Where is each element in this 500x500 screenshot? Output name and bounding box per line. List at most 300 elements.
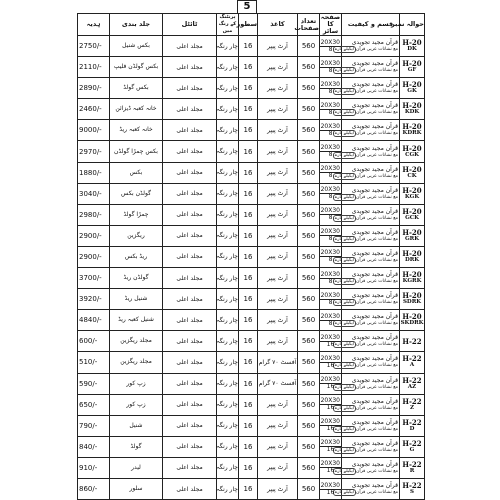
product-code-suffix: KGK xyxy=(404,193,420,200)
header-print: پرنٹنگ کے رنگ میں xyxy=(217,14,239,36)
description-middle-top: مع نشانات xyxy=(378,342,398,348)
description-middle xyxy=(356,490,398,495)
print-colors: چار رنگہ xyxy=(217,99,239,120)
description-middle-top: مع نشانات xyxy=(378,152,398,158)
line-count: 16 xyxy=(239,141,258,162)
product-code xyxy=(400,478,425,499)
line-count: 16 xyxy=(239,268,258,289)
product-code-main: H-20 xyxy=(402,101,422,111)
description-title: قرآن مجید تجویدی xyxy=(351,292,398,300)
description-title: قرآن مجید تجویدی xyxy=(351,249,398,257)
product-code-suffix: KDK xyxy=(404,109,420,116)
page-size-top: 20X30 xyxy=(320,249,340,257)
binding-type: گولڈن ریڈ xyxy=(110,268,163,289)
page-size-bottom: 8 xyxy=(328,87,333,95)
page-size-top: 20X30 xyxy=(320,376,340,384)
description-middle-bottom: عربی قرآن xyxy=(356,468,377,474)
description-box: ایکیلے پارے xyxy=(334,363,355,369)
page-count: 560 xyxy=(298,204,320,225)
description-middle xyxy=(356,237,398,242)
price: 790/- xyxy=(78,415,110,436)
product-description xyxy=(334,57,400,78)
description-middle xyxy=(356,279,398,284)
description-box: ایکیلے پارے xyxy=(334,384,355,390)
product-code xyxy=(400,204,425,225)
product-code-suffix: Z xyxy=(409,404,414,411)
description-box: ایکیلے پارے xyxy=(334,173,355,179)
print-colors: چار رنگہ xyxy=(217,289,239,310)
line-count: 16 xyxy=(239,57,258,78)
product-description xyxy=(334,478,400,499)
description-middle-top: مع نشانات xyxy=(378,300,398,306)
price: 2890/- xyxy=(78,78,110,99)
page-size-top: 20X30 xyxy=(320,122,340,130)
product-code-main: H-22 xyxy=(402,417,422,427)
cover-type: مجلد اعلی xyxy=(163,225,217,246)
cover-type: مجلد اعلی xyxy=(163,478,217,499)
cover-type: مجلد اعلی xyxy=(163,352,217,373)
print-colors: چار رنگہ xyxy=(217,225,239,246)
line-count: 16 xyxy=(239,225,258,246)
price: 2980/- xyxy=(78,204,110,225)
page-count: 560 xyxy=(298,99,320,120)
product-description xyxy=(334,394,400,415)
page-size xyxy=(320,225,342,246)
product-code xyxy=(400,415,425,436)
binding-type: بکس چمڑا گولڈن xyxy=(110,141,163,162)
description-middle-bottom: عربی قرآن xyxy=(356,257,377,263)
product-code-main: H-20 xyxy=(402,38,422,48)
product-code-suffix: GRK xyxy=(404,235,420,242)
product-code xyxy=(400,373,425,394)
product-code xyxy=(400,457,425,478)
binding-type: شنیل کعبہ ریڈ xyxy=(110,310,163,331)
price: 2750/- xyxy=(78,36,110,57)
description-middle-bottom: عربی قرآن xyxy=(356,68,377,74)
price: 2970/- xyxy=(78,141,110,162)
price: 510/- xyxy=(78,352,110,373)
product-description xyxy=(334,120,400,141)
price-table xyxy=(77,13,425,500)
table-row xyxy=(78,331,425,352)
paper-type: آرٹ پیپر xyxy=(258,289,298,310)
page-size-top: 20X30 xyxy=(320,418,340,426)
product-code-suffix: DRK xyxy=(404,256,420,263)
page-size xyxy=(320,183,342,204)
description-middle-bottom: عربی قرآن xyxy=(356,236,377,242)
product-code-main: H-22 xyxy=(402,396,422,406)
description-middle-bottom: عربی قرآن xyxy=(356,342,377,348)
description-title: قرآن مجید تجویدی xyxy=(351,271,398,279)
product-code-suffix: GK xyxy=(407,88,417,95)
page-count: 560 xyxy=(298,478,320,499)
page-count: 560 xyxy=(298,415,320,436)
table-row xyxy=(78,246,425,267)
page-count: 560 xyxy=(298,162,320,183)
table-row xyxy=(78,436,425,457)
line-count: 16 xyxy=(239,310,258,331)
table-row xyxy=(78,183,425,204)
description-title: قرآن مجید تجویدی xyxy=(351,334,398,342)
binding-type: لیدر xyxy=(110,457,163,478)
product-description xyxy=(334,78,400,99)
print-colors: چار رنگہ xyxy=(217,310,239,331)
description-middle xyxy=(356,153,398,158)
description-middle-bottom: عربی قرآن xyxy=(356,447,377,453)
binding-type: شنیل xyxy=(110,415,163,436)
page-size xyxy=(320,246,342,267)
binding-type: ریگزین xyxy=(110,225,163,246)
paper-type: آرٹ پیپر xyxy=(258,225,298,246)
cover-type: مجلد اعلی xyxy=(163,183,217,204)
paper-type: آرٹ پیپر xyxy=(258,120,298,141)
page-size-bottom: 8 xyxy=(328,151,333,159)
line-count: 16 xyxy=(239,162,258,183)
product-description xyxy=(334,352,400,373)
page-count: 560 xyxy=(298,310,320,331)
header-pages: تعداد صفحات xyxy=(298,14,320,36)
table-row xyxy=(78,478,425,499)
page-size xyxy=(320,331,342,352)
description-middle xyxy=(356,195,398,200)
description-box: ایکیلے پارے xyxy=(334,89,355,95)
paper-type: آرٹ پیپر xyxy=(258,310,298,331)
product-code-suffix: S xyxy=(410,489,414,496)
description-middle-top: مع نشانات xyxy=(378,468,398,474)
product-code-main: H-20 xyxy=(402,270,422,280)
page-size-top: 20X30 xyxy=(320,228,340,236)
description-middle xyxy=(356,427,398,432)
line-count: 16 xyxy=(239,183,258,204)
page-count: 560 xyxy=(298,120,320,141)
binding-type: شنیل ریڈ xyxy=(110,289,163,310)
description-middle-top: مع نشانات xyxy=(378,490,398,496)
paper-type: آرٹ پیپر xyxy=(258,478,298,499)
cover-type: مجلد اعلی xyxy=(163,415,217,436)
cover-type: مجلد اعلی xyxy=(163,78,217,99)
page-size-bottom: 8 xyxy=(328,172,333,180)
page-size-bottom: 8 xyxy=(328,129,333,137)
paper-type: آرٹ پیپر xyxy=(258,268,298,289)
print-colors: چار رنگہ xyxy=(217,120,239,141)
product-code-suffix: CGK xyxy=(405,151,419,158)
description-box: ایکیلے پارے xyxy=(334,342,355,348)
description-title: قرآن مجید تجویدی xyxy=(351,39,398,47)
description-middle-bottom: عربی قرآن xyxy=(356,173,377,179)
page-size-top: 20X30 xyxy=(320,59,340,67)
description-middle-bottom: عربی قرآن xyxy=(356,363,377,369)
page-size xyxy=(320,310,342,331)
page-size-top: 20X30 xyxy=(320,165,340,173)
page-size xyxy=(320,36,342,57)
description-middle-top: مع نشانات xyxy=(378,89,398,95)
description-middle xyxy=(356,342,398,347)
page-size xyxy=(320,204,342,225)
binding-type: بکس xyxy=(110,162,163,183)
line-count: 16 xyxy=(239,478,258,499)
description-middle xyxy=(356,47,398,52)
line-count: 16 xyxy=(239,415,258,436)
description-box: ایکیلے پارے xyxy=(334,426,355,432)
product-code xyxy=(400,183,425,204)
page-size-top: 20X30 xyxy=(320,80,340,88)
paper-type: آرٹ پیپر xyxy=(258,141,298,162)
table-row xyxy=(78,57,425,78)
price: 2900/- xyxy=(78,225,110,246)
print-colors: چار رنگہ xyxy=(217,78,239,99)
cover-type: مجلد اعلی xyxy=(163,289,217,310)
page-size-bottom: 16 xyxy=(326,361,335,369)
cover-type: مجلد اعلی xyxy=(163,268,217,289)
page-count: 560 xyxy=(298,436,320,457)
print-colors: چار رنگہ xyxy=(217,415,239,436)
page-size-top: 20X30 xyxy=(320,101,340,109)
description-title: قرآن مجید تجویدی xyxy=(351,60,398,68)
page-number: 5 xyxy=(237,0,257,14)
table-row xyxy=(78,415,425,436)
page-size-top: 20X30 xyxy=(320,397,340,405)
description-title: قرآن مجید تجویدی xyxy=(351,207,398,215)
page-size-bottom: 16 xyxy=(326,383,335,391)
product-code-suffix: G xyxy=(409,446,415,453)
description-middle-bottom: عربی قرآن xyxy=(356,131,377,137)
description-box: ایکیلے پارے xyxy=(334,152,355,158)
header-price: ہدیہ xyxy=(78,14,110,36)
table-row xyxy=(78,373,425,394)
page-count: 560 xyxy=(298,352,320,373)
price: 2460/- xyxy=(78,99,110,120)
binding-type: بکس گولڈن فلیپ xyxy=(110,57,163,78)
page-count: 560 xyxy=(298,78,320,99)
description-middle xyxy=(356,68,398,73)
product-code xyxy=(400,162,425,183)
price: 2110/- xyxy=(78,57,110,78)
paper-type: آرٹ پیپر xyxy=(258,99,298,120)
page-size-bottom: 8 xyxy=(328,214,333,222)
description-title: قرآن مجید تجویدی xyxy=(351,397,398,405)
paper-type: آفسٹ ۷۰ گرام xyxy=(258,352,298,373)
print-colors: چار رنگہ xyxy=(217,57,239,78)
product-description xyxy=(334,331,400,352)
table-row xyxy=(78,36,425,57)
paper-type: آفسٹ ۷۰ گرام xyxy=(258,373,298,394)
product-code xyxy=(400,310,425,331)
print-colors: چار رنگہ xyxy=(217,457,239,478)
description-box: ایکیلے پارے xyxy=(334,321,355,327)
product-code xyxy=(400,225,425,246)
page-size xyxy=(320,141,342,162)
binding-type: ریڈ بکس xyxy=(110,246,163,267)
description-title: قرآن مجید تجویدی xyxy=(351,439,398,447)
description-middle-top: مع نشانات xyxy=(378,384,398,390)
line-count: 16 xyxy=(239,204,258,225)
page-count: 560 xyxy=(298,141,320,162)
price: 600/- xyxy=(78,331,110,352)
product-description xyxy=(334,36,400,57)
paper-type: آرٹ پیپر xyxy=(258,436,298,457)
description-box: ایکیلے پارے xyxy=(334,447,355,453)
print-colors: چار رنگہ xyxy=(217,141,239,162)
product-code-main: H-20 xyxy=(402,143,422,153)
page-size-top: 20X30 xyxy=(320,291,340,299)
description-title: قرآن مجید تجویدی xyxy=(351,165,398,173)
product-code xyxy=(400,36,425,57)
binding-type: چمڑا گولڈ xyxy=(110,204,163,225)
page-size-top: 20X30 xyxy=(320,333,340,341)
page-count: 560 xyxy=(298,57,320,78)
page-size-bottom: 8 xyxy=(328,108,333,116)
description-box: ایکیلے پارے xyxy=(334,236,355,242)
description-box: ایکیلے پارے xyxy=(334,215,355,221)
description-middle-bottom: عربی قرآن xyxy=(356,47,377,53)
description-title: قرآن مجید تجویدی xyxy=(351,228,398,236)
description-middle-bottom: عربی قرآن xyxy=(356,152,377,158)
cover-type: مجلد اعلی xyxy=(163,141,217,162)
price: 9000/- xyxy=(78,120,110,141)
line-count: 16 xyxy=(239,78,258,99)
product-code-suffix: KGRK xyxy=(402,278,422,285)
paper-type: آرٹ پیپر xyxy=(258,394,298,415)
description-middle-top: مع نشانات xyxy=(378,173,398,179)
product-code xyxy=(400,99,425,120)
price: 590/- xyxy=(78,373,110,394)
description-middle-bottom: عربی قرآن xyxy=(356,300,377,306)
description-middle xyxy=(356,406,398,411)
description-middle xyxy=(356,363,398,368)
description-middle xyxy=(356,469,398,474)
product-code-suffix: D xyxy=(409,425,415,432)
page-size-top: 20X30 xyxy=(320,186,340,194)
description-middle-top: مع نشانات xyxy=(378,47,398,53)
table-row xyxy=(78,162,425,183)
print-colors: چار رنگہ xyxy=(217,183,239,204)
print-colors: چار رنگہ xyxy=(217,394,239,415)
binding-type: خانہ کعبہ ریڈ xyxy=(110,120,163,141)
product-code-suffix: CK xyxy=(407,172,417,179)
page-size xyxy=(320,57,342,78)
product-description xyxy=(334,246,400,267)
page-size-top: 20X30 xyxy=(320,354,340,362)
product-code-main: H-20 xyxy=(402,185,422,195)
product-code-main: H-20 xyxy=(402,227,422,237)
description-title: قرآن مجید تجویدی xyxy=(351,418,398,426)
description-middle xyxy=(356,131,398,136)
page-count: 560 xyxy=(298,289,320,310)
description-box: ایکیلے پارے xyxy=(334,257,355,263)
product-code-main: H-20 xyxy=(402,80,422,90)
print-colors: چار رنگہ xyxy=(217,36,239,57)
description-middle xyxy=(356,110,398,115)
page-size xyxy=(320,120,342,141)
description-middle-top: مع نشانات xyxy=(378,447,398,453)
page-count: 560 xyxy=(298,268,320,289)
description-title: قرآن مجید تجویدی xyxy=(351,313,398,321)
table-row xyxy=(78,78,425,99)
description-middle-bottom: عربی قرآن xyxy=(356,321,377,327)
binding-type: بکس گولڈ xyxy=(110,78,163,99)
product-code xyxy=(400,120,425,141)
product-code xyxy=(400,141,425,162)
price: 4840/- xyxy=(78,310,110,331)
page-size xyxy=(320,78,342,99)
description-middle xyxy=(356,258,398,263)
binding-type: بکس شنیل xyxy=(110,36,163,57)
page-size-top: 20X30 xyxy=(320,144,340,152)
page-size-bottom: 8 xyxy=(328,298,333,306)
description-middle xyxy=(356,174,398,179)
product-code-main: H-22 xyxy=(402,336,422,346)
product-description xyxy=(334,162,400,183)
page-size-bottom: 8 xyxy=(328,256,333,264)
product-code-main: H-22 xyxy=(402,459,422,469)
product-code-suffix: SDRK xyxy=(402,299,422,306)
line-count: 16 xyxy=(239,436,258,457)
header-binding: جلد بندی xyxy=(110,14,163,36)
description-title: قرآن مجید تجویدی xyxy=(351,376,398,384)
page-size-bottom: 16 xyxy=(326,425,335,433)
product-description xyxy=(334,457,400,478)
description-middle-bottom: عربی قرآن xyxy=(356,490,377,496)
page-count: 560 xyxy=(298,246,320,267)
description-title: قرآن مجید تجویدی xyxy=(351,81,398,89)
line-count: 16 xyxy=(239,331,258,352)
header-lines: سطور xyxy=(239,14,258,36)
binding-type: زپ کور xyxy=(110,394,163,415)
cover-type: مجلد اعلی xyxy=(163,57,217,78)
page-size-bottom: 8 xyxy=(328,45,333,53)
page-size xyxy=(320,436,342,457)
price: 650/- xyxy=(78,394,110,415)
paper-type: آرٹ پیپر xyxy=(258,57,298,78)
description-middle xyxy=(356,448,398,453)
product-code xyxy=(400,246,425,267)
product-code-main: H-20 xyxy=(402,312,422,322)
price: 860/- xyxy=(78,478,110,499)
table-row xyxy=(78,225,425,246)
page-size xyxy=(320,373,342,394)
paper-type: آرٹ پیپر xyxy=(258,246,298,267)
page-size xyxy=(320,457,342,478)
print-colors: چار رنگہ xyxy=(217,436,239,457)
page-size-bottom: 8 xyxy=(328,319,333,327)
page-count: 560 xyxy=(298,36,320,57)
table-body xyxy=(78,36,425,500)
binding-type: مجلد ریگزین xyxy=(110,352,163,373)
header-paper: کاغذ xyxy=(258,14,298,36)
product-description xyxy=(334,183,400,204)
line-count: 16 xyxy=(239,373,258,394)
paper-type: آرٹ پیپر xyxy=(258,183,298,204)
paper-type: آرٹ پیپر xyxy=(258,415,298,436)
description-title: قرآن مجید تجویدی xyxy=(351,482,398,490)
description-box: ایکیلے پارے xyxy=(334,194,355,200)
paper-type: آرٹ پیپر xyxy=(258,162,298,183)
table-row xyxy=(78,289,425,310)
page-size xyxy=(320,289,342,310)
description-middle xyxy=(356,300,398,305)
header-code: حوالہ نمبر xyxy=(400,14,425,36)
description-middle-bottom: عربی قرآن xyxy=(356,89,377,95)
line-count: 16 xyxy=(239,289,258,310)
page-count: 560 xyxy=(298,394,320,415)
description-middle-top: مع نشانات xyxy=(378,215,398,221)
page-size-bottom: 16 xyxy=(326,467,335,475)
price: 840/- xyxy=(78,436,110,457)
page-size-top: 20X30 xyxy=(320,38,340,46)
product-code-suffix: KDRK xyxy=(402,130,422,137)
product-description xyxy=(334,373,400,394)
description-box: ایکیلے پارے xyxy=(334,68,355,74)
